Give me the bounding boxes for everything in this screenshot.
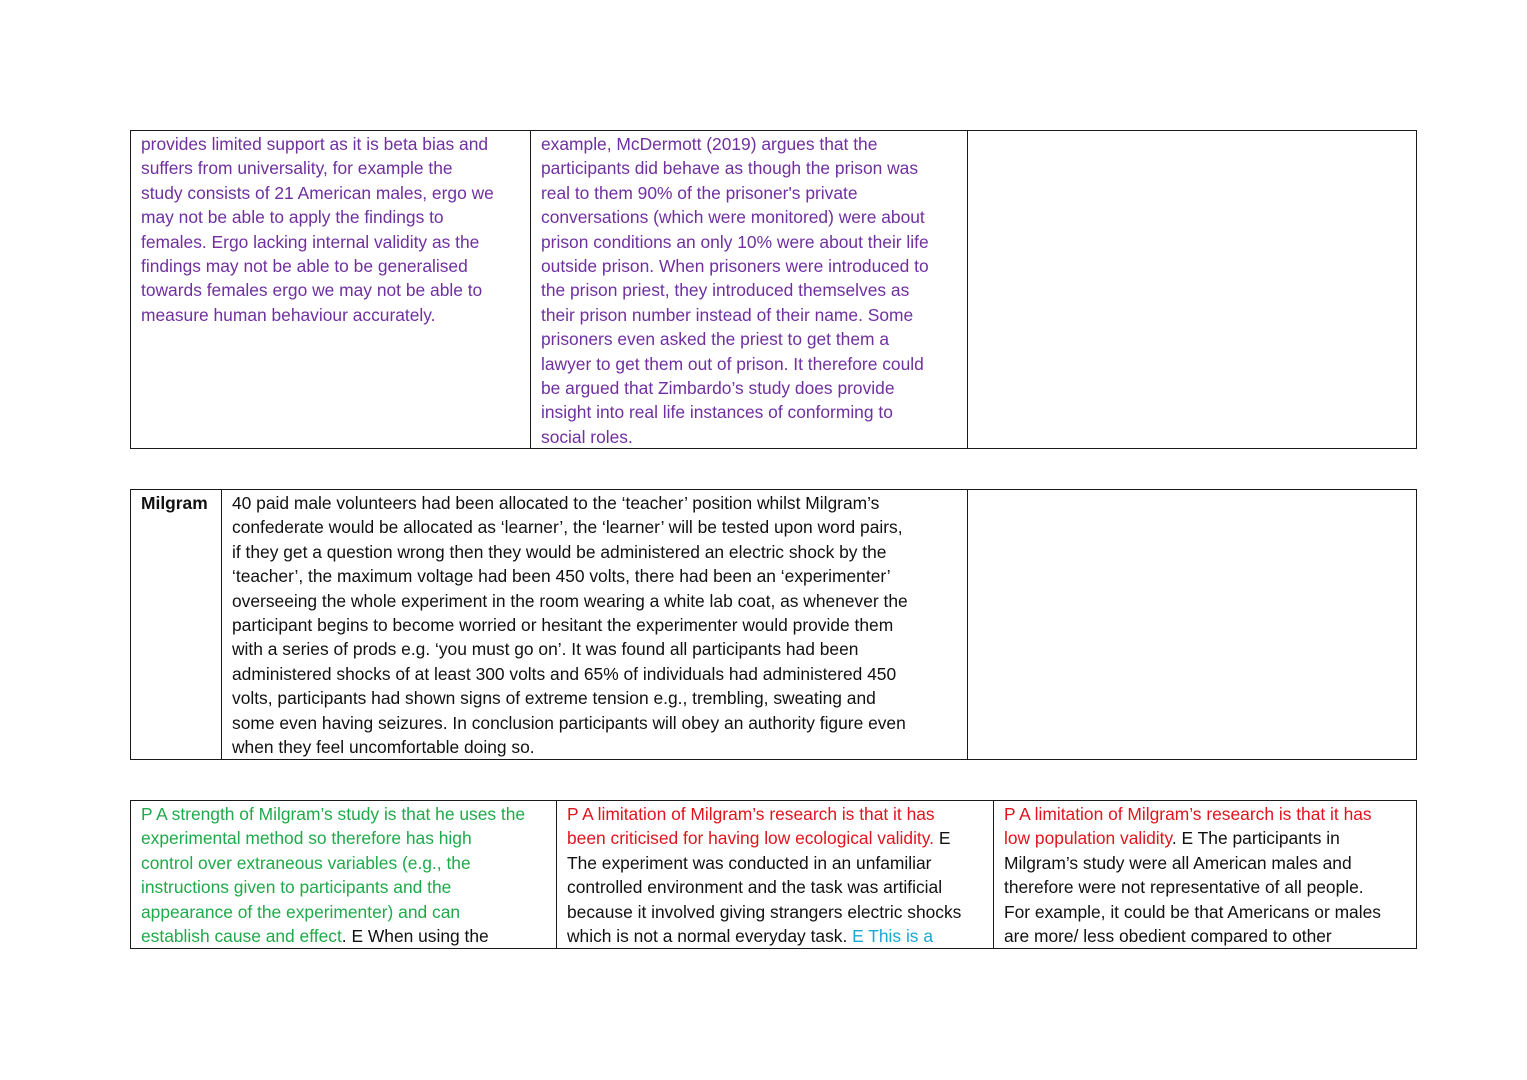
point-text: low population validity [1004, 828, 1172, 849]
text-line: Milgram’s study were all American males and [1004, 852, 1352, 873]
text-line: appearance of the experimenter) and can [141, 901, 461, 922]
study-label: Milgram [141, 493, 208, 513]
study-summary-table-milgram [130, 489, 1417, 760]
text-line: controlled environment and the task was artificial [567, 877, 943, 898]
text-line: be argued that Zimbardo’s study does provide [541, 378, 895, 399]
point-text: establish cause and effect [141, 926, 342, 947]
text-line [567, 924, 985, 948]
text-line: provides limited support as it is beta bias and [141, 134, 489, 154]
text-line: participants did behave as though the prison was [541, 158, 919, 179]
text-line: therefore were not representative of all people. [1004, 877, 1364, 898]
evaluation-table-zimbardo [130, 130, 1417, 449]
table1-col3-empty [967, 131, 1416, 448]
table1-col2 [530, 131, 967, 448]
explanation-text: E [934, 828, 951, 849]
table2-col3-empty [967, 490, 1416, 759]
milgram-limitation-ecological-cell [556, 801, 993, 948]
study-description [221, 490, 967, 759]
text-line [1004, 826, 1408, 850]
text-line: 40 paid male volunteers had been allocated to the ‘teacher’ position whilst Milgram’s [232, 493, 880, 513]
text-line: example, McDermott (2019) argues that the [541, 134, 878, 154]
text-line: with a series of prods e.g. ‘you must go on’. It was found all participants had been [232, 639, 859, 660]
text-line [567, 826, 985, 850]
text-line: The experiment was conducted in an unfamiliar [567, 852, 932, 873]
point-text: been criticised for having low ecological validity. [567, 828, 934, 849]
text-line: prison conditions an only 10% were about their life [541, 231, 929, 252]
text-line: social roles. [541, 426, 633, 447]
text-line: insight into real life instances of conforming to [541, 402, 893, 423]
text-line: suffers from universality, for example the [141, 158, 453, 179]
table1-col1 [131, 131, 530, 448]
text-line: participant begins to become worried or hesitant the experimenter would provide them [232, 615, 894, 636]
text-line: are more/ less obedient compared to other [1004, 926, 1332, 947]
text-line: overseeing the whole experiment in the room wearing a white lab coat, as whenever the [232, 590, 908, 611]
milgram-limitation-population-cell [993, 801, 1416, 948]
text-line: real to them 90% of the prisoner's private [541, 182, 858, 203]
text-line: control over extraneous variables (e.g., the [141, 852, 471, 873]
text-line: For example, it could be that Americans or males [1004, 901, 1381, 922]
text-line: instructions given to participants and the [141, 877, 452, 898]
example-text: E This is a [847, 926, 934, 947]
text-line [141, 924, 548, 948]
text-line: prisoners even asked the priest to get them a [541, 329, 890, 350]
text-line: study consists of 21 American males, ergo we [141, 182, 494, 203]
text-line: lawyer to get them out of prison. It therefore could [541, 353, 924, 374]
text-line: experimental method so therefore has high [141, 828, 472, 849]
text-line: P A limitation of Milgram’s research is that it has [567, 804, 935, 824]
text-line: towards females ergo we may not be able to [141, 280, 483, 301]
text-line: administered shocks of at least 300 volts and 65% of individuals had administered 450 [232, 663, 897, 684]
text-line: because it involved giving strangers electric shocks [567, 901, 962, 922]
text-line: P A strength of Milgram’s study is that he uses the [141, 804, 526, 824]
explanation-text: . E The participants in [1171, 828, 1340, 849]
text-line: measure human behaviour accurately. [141, 304, 436, 325]
text-line: females. Ergo lacking internal validity as the [141, 231, 480, 252]
text-line: when they feel uncomfortable doing so. [232, 737, 535, 758]
text-line: confederate would be allocated as ‘learner’, the ‘learner’ will be tested upon word pairs, [232, 517, 903, 538]
text-line: some even having seizures. In conclusion participants will obey an authority figure even [232, 712, 906, 733]
text-line: volts, participants had shown signs of extreme tension e.g., trembling, sweating and [232, 688, 876, 709]
text-line: may not be able to apply the findings to [141, 207, 444, 228]
text-line: conversations (which were monitored) were about [541, 207, 925, 228]
text-line: outside prison. When prisoners were introduced to [541, 256, 929, 277]
text-line: the prison priest, they introduced themselves as [541, 280, 910, 301]
text-line: ‘teacher’, the maximum voltage had been 450 volts, there had been an ‘experimenter’ [232, 566, 891, 587]
text-line: their prison number instead of their name. Some [541, 304, 914, 325]
evaluation-table-milgram [130, 800, 1417, 949]
explanation-text: which is not a normal everyday task. [567, 926, 848, 947]
text-line: findings may not be able to be generalised [141, 256, 468, 277]
milgram-strength-cell [131, 801, 556, 948]
explanation-text: . E When using the [341, 926, 489, 947]
text-line: P A limitation of Milgram’s research is that it has [1004, 804, 1372, 824]
text-line: if they get a question wrong then they would be administered an electric shock by the [232, 541, 887, 562]
